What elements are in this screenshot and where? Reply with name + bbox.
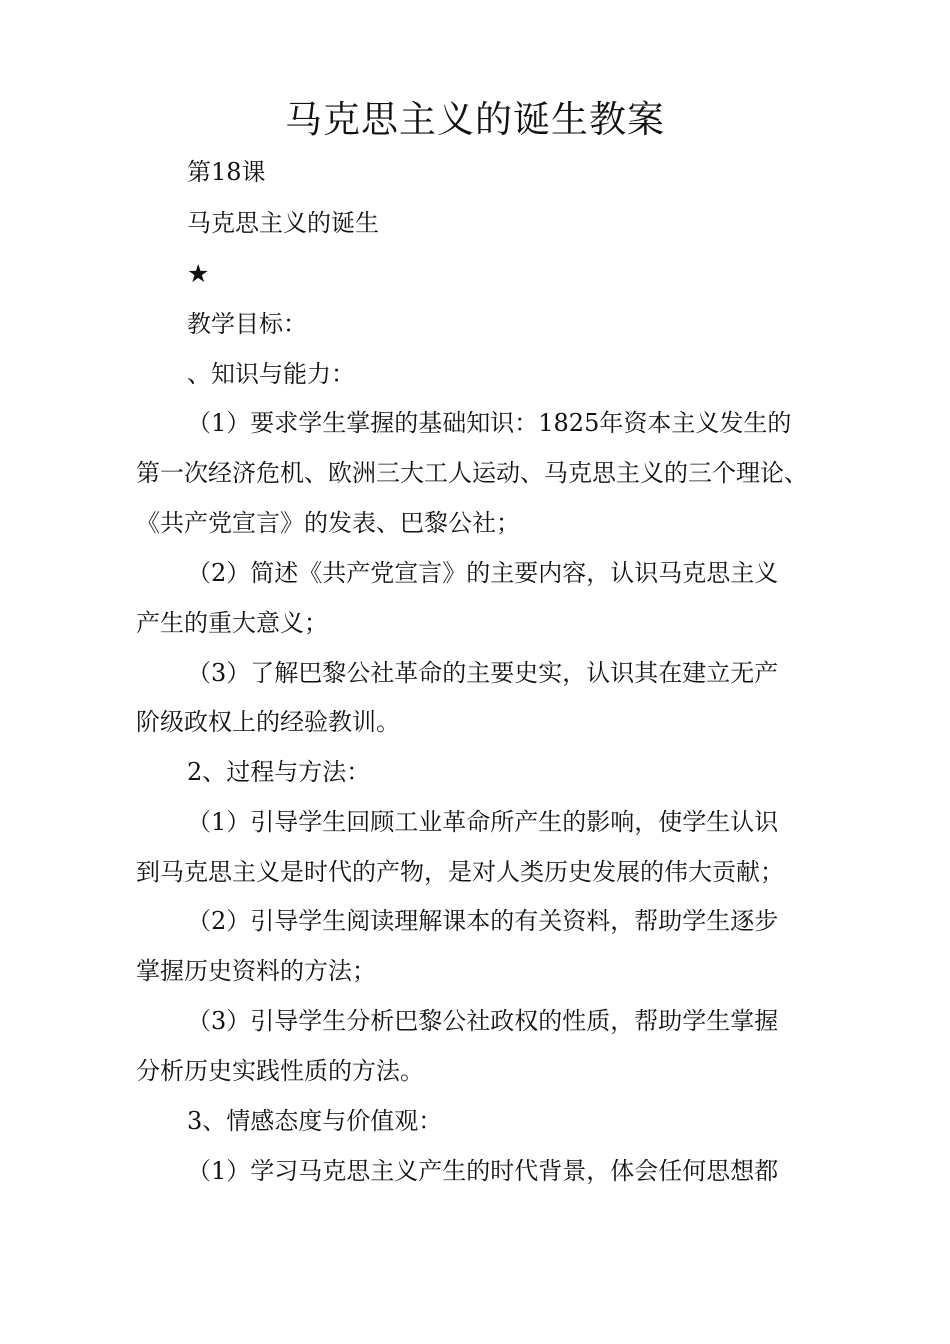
section2-heading: 2、过程与方法： <box>187 758 371 786</box>
objectives-heading: 教学目标： <box>187 310 307 338</box>
s2-item3-line1: （3）引导学生分析巴黎公社政权的性质，帮助学生掌握 <box>187 1007 779 1035</box>
s3-item1-line1: （1）学习马克思主义产生的时代背景，体会任何思想都 <box>187 1157 779 1185</box>
s1-item3-line2: 阶级政权上的经验教训。 <box>136 708 400 736</box>
section3-heading: 3、情感态度与价值观： <box>187 1107 443 1135</box>
s1-item1-line3: 《共产党宣言》的发表、巴黎公社； <box>136 509 520 537</box>
s2-item3-line2: 分析历史实践性质的方法。 <box>136 1057 424 1085</box>
s2-item2-line1: （2）引导学生阅读理解课本的有关资料，帮助学生逐步 <box>187 907 779 935</box>
s1-item2-line1: （2）简述《共产党宣言》的主要内容，认识马克思主义 <box>187 559 779 587</box>
s2-item1-line1: （1）引导学生回顾工业革命所产生的影响，使学生认识 <box>187 808 779 836</box>
s1-item1-line2: 第一次经济危机、欧洲三大工人运动、马克思主义的三个理论、 <box>136 459 808 487</box>
s2-item1-line2: 到马克思主义是时代的产物，是对人类历史发展的伟大贡献； <box>136 858 784 886</box>
s1-item1-line1: （1）要求学生掌握的基础知识：1825年资本主义发生的 <box>187 409 792 437</box>
s1-item2-line2: 产生的重大意义； <box>136 609 328 637</box>
document-title: 马克思主义的诞生教案 <box>285 98 665 141</box>
star-icon: ★ <box>187 259 210 288</box>
lesson-number: 第18课 <box>187 158 266 186</box>
s2-item2-line2: 掌握历史资料的方法； <box>136 957 376 985</box>
lesson-title: 马克思主义的诞生 <box>187 209 379 237</box>
section1-heading: 、知识与能力： <box>187 360 355 388</box>
s1-item3-line1: （3）了解巴黎公社革命的主要史实，认识其在建立无产 <box>187 659 779 687</box>
